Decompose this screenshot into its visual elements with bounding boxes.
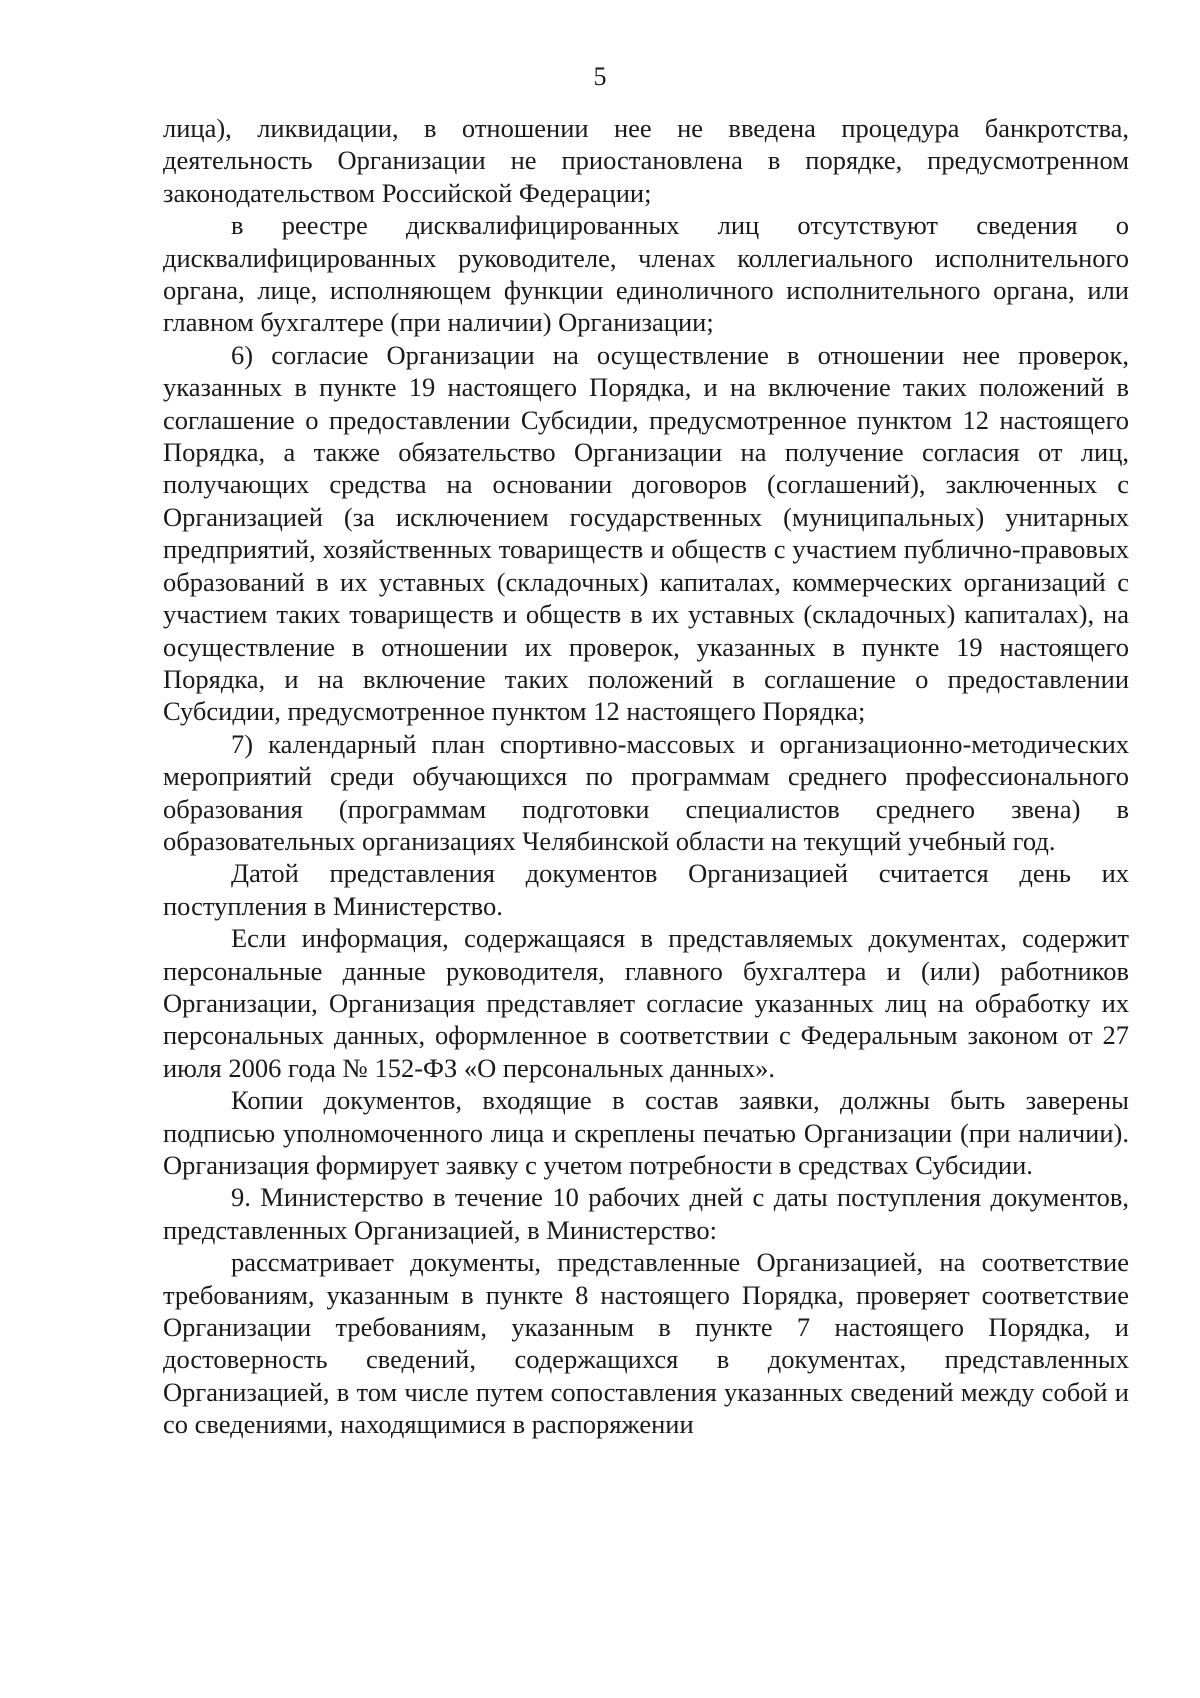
- paragraph-item-7-calendar-plan: 7) календарный план спортивно-массовых и организационно-методических мероприятий среди обучающихся по программам среднего профессионального образования (программам подготовки специалистов среднего звена) в образовательных организациях Челябинской области на текущий учебный год.: [163, 728, 1129, 856]
- paragraph-liquidation-continuation: лица), ликвидации, в отношении нее не введена процедура банкротства, деятельность Организации не приостановлена в порядке, предусмотренном законодательством Российской Федерации;: [163, 113, 1129, 208]
- paragraph-review-documents: рассматривает документы, представленные Организацией, на соответствие требованиям, указанным в пункте 8 настоящего Порядка, проверяет соответствие Организации требованиям, указанным в пункте 7 настоящего Порядка, и достоверность сведений, содержащихся в документах, представленных Организацией, в том числе путем сопоставления указанных сведений между собой и со сведениями, находящимися в распоряжении: [163, 1247, 1129, 1440]
- paragraph-submission-date: Датой представления документов Организацией считается день их поступления в Министерство.: [163, 858, 1129, 921]
- paragraph-document-copies: Копии документов, входящие в состав заявки, должны быть заверены подписью уполномоченного лица и скреплены печатью Организации (при наличии). Организация формирует заявку с учетом потребности в средствах Субсидии.: [163, 1085, 1129, 1180]
- paragraph-item-6-consent: 6) согласие Организации на осуществление в отношении нее проверок, указанных в пункте 19 настоящего Порядка, и на включение таких положений в соглашение о предоставлении Субсидии, предусмотренное пунктом 12 настоящего Порядка, а также обязательство Организации на получение согласия от лиц, получающих средства на основании договоров (соглашений), заключенных с Организацией (за исключением государственных (муниципальных) унитарных предприятий, хозяйственных товариществ и обществ с участием публично-правовых образований в их уставных (складочных) капиталах, коммерческих организаций с участием таких товариществ и обществ в их уставных (складочных) капиталах), на осуществление в отношении их проверок, указанных в пункте 19 настоящего Порядка, и на включение таких положений в соглашение о предоставлении Субсидии, предусмотренное пунктом 12 настоящего Порядка;: [163, 339, 1129, 727]
- paragraph-item-9-ministry: 9. Министерство в течение 10 рабочих дней с даты поступления документов, представленных Организацией, в Министерство:: [163, 1182, 1129, 1245]
- paragraph-personal-data: Если информация, содержащаяся в представляемых документах, содержит персональные данные руководителя, главного бухгалтера и (или) работников Организации, Организация представляет согласие указанных лиц на обработку их персональных данных, оформленное в соответствии с Федеральным законом от 27 июля 2006 года № 152-ФЗ «О персональных данных».: [163, 923, 1129, 1083]
- page-number: 5: [593, 62, 607, 91]
- document-body: [163, 112, 1129, 1441]
- paragraph-disqualified-registry: в реестре дисквалифицированных лиц отсутствуют сведения о дисквалифицированных руководителе, членах коллегиального исполнительного органа, лице, исполняющем функции единоличного исполнительного органа, или главном бухгалтере (при наличии) Организации;: [163, 210, 1129, 338]
